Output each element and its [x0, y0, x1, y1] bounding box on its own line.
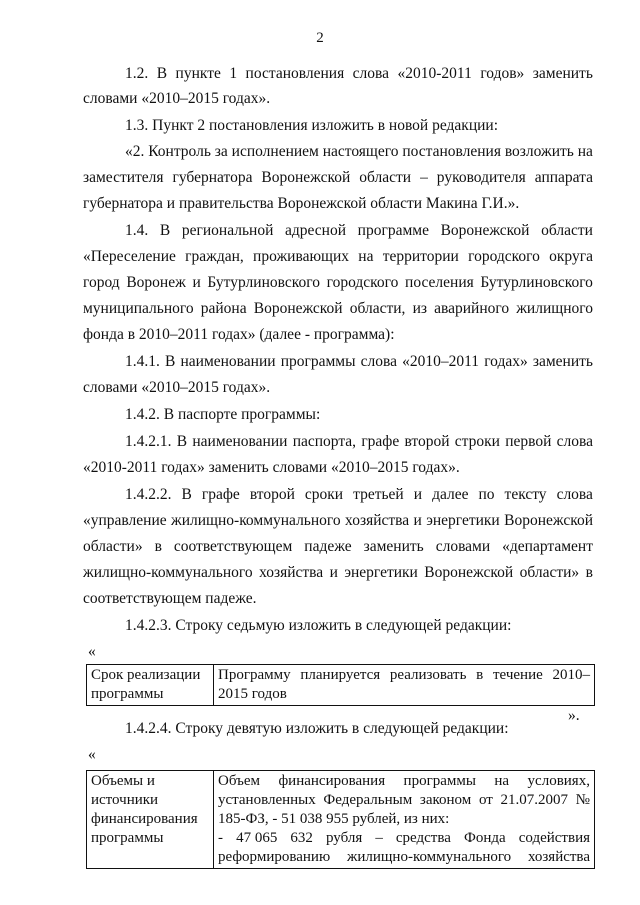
word: падеже — [304, 538, 352, 555]
word: муниципального — [83, 300, 194, 317]
word: энергетики — [426, 512, 500, 529]
word: 1.4.1. — [125, 353, 160, 370]
word: программы — [280, 353, 356, 370]
word: 47 065 — [236, 830, 278, 846]
table-cell-text: программы — [91, 686, 164, 702]
word: «2. — [125, 143, 145, 160]
paragraph-1-2-line-2: словами «2010–2015 годах». — [83, 90, 271, 107]
word: заменить — [532, 65, 593, 82]
word: области — [359, 169, 412, 186]
table-funding — [86, 770, 595, 869]
word: графе — [201, 486, 240, 503]
word: № — [575, 792, 590, 808]
word: в — [154, 538, 162, 555]
word: постановления — [245, 65, 345, 82]
table-cell-line — [218, 829, 590, 848]
word: области» — [83, 538, 143, 555]
word: годах» — [484, 353, 528, 370]
word: 1.2. — [125, 65, 149, 82]
word: исполнением — [231, 143, 319, 160]
word: законом — [419, 792, 472, 808]
table-cell-text: программы — [91, 830, 164, 846]
table-cell-text: Объемы и — [91, 773, 155, 789]
word: и — [413, 512, 422, 529]
word: Воронеж — [126, 274, 186, 291]
paragraph-2-line-1 — [125, 143, 593, 161]
word: руководителя — [436, 169, 526, 186]
word: Воронежской — [440, 222, 530, 239]
word: возложить — [504, 143, 574, 160]
word: содействия — [518, 830, 590, 846]
word: региональной — [181, 222, 274, 239]
word: условиях, — [527, 773, 590, 789]
word: аварийного — [434, 300, 510, 317]
word: губернатора — [172, 169, 253, 186]
word: пункте — [175, 65, 221, 82]
table-cell-text: Срок реализации — [91, 667, 201, 683]
word: Фонда — [463, 830, 506, 846]
word: тексту — [504, 486, 547, 503]
paragraph-2-line-3: губернатора и правительства Воронежской области Макина Г.И.». — [83, 195, 520, 212]
word: заменить — [532, 353, 593, 370]
word: Федеральным — [323, 792, 413, 808]
word: – — [420, 169, 428, 186]
word: жилищно-коммунального — [83, 564, 253, 581]
word: жилищного — [516, 300, 593, 317]
word: заместителя — [83, 169, 164, 186]
word: второй — [404, 433, 450, 450]
word: финансирования — [278, 773, 386, 789]
word: графе — [361, 433, 400, 450]
word: на — [577, 143, 593, 160]
word: Объем — [218, 773, 260, 789]
word: «2010–2011 — [402, 353, 480, 370]
table-row — [87, 665, 595, 706]
word: на — [494, 773, 510, 789]
table-cell-line — [218, 772, 590, 791]
word: от — [478, 792, 493, 808]
paragraph-1-4-2-1-line-2: «2010-2011 годах» заменить словами «2010–2015 годах». — [83, 459, 460, 476]
word: В — [181, 486, 192, 503]
word: и — [192, 274, 201, 291]
word: далее — [432, 486, 469, 503]
word: программе — [357, 222, 429, 239]
word: 21.07.2007 — [500, 792, 568, 808]
word: хозяйства — [345, 512, 410, 529]
word: «2010-2011 — [397, 65, 472, 82]
word: третьей — [353, 486, 404, 503]
word: и — [413, 486, 423, 503]
closing-quote: ». — [568, 707, 580, 724]
word: город — [83, 274, 120, 291]
word: хозяйства — [259, 564, 324, 581]
word: Контроль — [148, 143, 211, 160]
word: годов» — [480, 65, 525, 82]
word: программы — [403, 773, 476, 789]
paragraph-1-4-line-2 — [83, 248, 593, 266]
word: за — [214, 143, 228, 160]
paragraph-2-line-2 — [83, 169, 593, 187]
word: постановления — [402, 143, 501, 160]
word: «департамент — [502, 538, 593, 555]
word: реализовать — [389, 667, 467, 683]
word: 1 — [229, 65, 238, 82]
paragraph-1-4-2-2-line-5: соответствующем падеже. — [83, 590, 257, 607]
word: Воронежской — [261, 169, 351, 186]
word: В — [159, 222, 171, 239]
paragraph-1-4-2-3: 1.4.2.3. Строку седьмую изложить в следующей редакции: — [125, 617, 512, 634]
word: граждан, — [185, 248, 244, 265]
word: области — [541, 222, 593, 239]
word: В — [165, 353, 176, 370]
word: в — [476, 667, 484, 683]
word: слова — [360, 353, 397, 370]
word: 1.4.2.1. — [125, 433, 172, 450]
paragraph-1-4-2: 1.4.2. В паспорте программы: — [125, 406, 321, 423]
word: планируется — [300, 667, 381, 683]
word: области, — [349, 300, 406, 317]
word: сроки — [304, 486, 344, 503]
table-cell-value — [214, 665, 595, 706]
page-number: 2 — [316, 30, 324, 46]
word: Бутурлиновского — [480, 274, 593, 291]
word: наименовании — [192, 433, 288, 450]
table-cell-line — [218, 791, 590, 810]
word: паспорта, — [292, 433, 357, 450]
word: «управление — [83, 512, 167, 529]
word: городского — [468, 248, 540, 265]
word: – — [375, 830, 383, 846]
word: Программу — [218, 667, 291, 683]
table-cell-value — [214, 771, 595, 869]
word: поселения — [405, 274, 474, 291]
word: словами — [435, 538, 491, 555]
paragraph-1-4-line-3 — [83, 274, 593, 292]
word: слова — [556, 433, 593, 450]
word: округа — [549, 248, 593, 265]
word: территории — [382, 248, 459, 265]
opening-quote-2: « — [88, 746, 96, 763]
paragraph-1-4-line-1 — [125, 222, 593, 240]
word: района — [200, 300, 247, 317]
word: соответствующем — [173, 538, 293, 555]
word: наименовании — [180, 353, 276, 370]
word: настоящего — [322, 143, 399, 160]
word: строки — [454, 433, 500, 450]
table-implementation-period — [86, 664, 595, 706]
word: - — [218, 830, 223, 846]
word: 632 — [290, 830, 313, 846]
word: на — [358, 248, 374, 265]
table-cell-label — [87, 665, 214, 706]
word: В — [156, 65, 168, 82]
word: рубля — [325, 830, 363, 846]
word: проживающих — [253, 248, 350, 265]
paragraph-1-4-line-4 — [83, 300, 593, 318]
paragraph-1-4-1-line-1 — [125, 353, 593, 371]
word: Воронежской — [253, 300, 343, 317]
opening-quote-1: « — [88, 643, 96, 660]
word: энергетики — [344, 564, 418, 581]
word: второй — [249, 486, 295, 503]
word: 1.4.2.2. — [125, 486, 172, 503]
word: Воронежской — [504, 512, 593, 529]
table-cell-text: источники — [91, 792, 159, 808]
table-cell-text: 2015 годов — [218, 686, 287, 702]
word: и — [329, 564, 338, 581]
word: городского — [326, 274, 399, 291]
word: реформированию — [218, 849, 331, 865]
word: хозяйства — [527, 849, 590, 865]
word: слова — [556, 486, 593, 503]
paragraph-1-4-2-2-line-3 — [83, 538, 593, 556]
word: области» — [519, 564, 580, 581]
word: В — [176, 433, 188, 450]
paragraph-1-4-2-2-line-2 — [83, 512, 593, 530]
table-cell-text: 185-ФЗ, - 51 038 955 рублей, из них: — [218, 811, 450, 827]
word: Бутурлиновского — [207, 274, 320, 291]
word: слова — [352, 65, 390, 82]
table-cell-text: финансирования — [91, 811, 198, 827]
table-cell-line — [218, 666, 590, 685]
word: Воронежской — [424, 564, 514, 581]
paragraph-1-3: 1.3. Пункт 2 постановления изложить в новой редакции: — [125, 117, 499, 134]
paragraph-1-2-line-1 — [125, 65, 593, 83]
word: течение — [493, 667, 543, 683]
word: средства — [395, 830, 451, 846]
word: аппарата — [534, 169, 593, 186]
word: в — [585, 564, 593, 581]
paragraph-1-4-2-1-line-1 — [125, 433, 593, 451]
paragraph-1-4-2-2-line-1 — [125, 486, 593, 504]
word: 1.4. — [125, 222, 149, 239]
word: «Переселение — [83, 248, 176, 265]
word: 2010– — [552, 667, 590, 683]
word: из — [412, 300, 427, 317]
paragraph-1-4-1-line-2: словами «2010–2015 годах». — [83, 379, 271, 396]
paragraph-1-4-line-5: фонда в 2010–2011 годах» (далее - программа): — [83, 326, 395, 343]
paragraph-1-4-2-4: 1.4.2.4. Строку девятую изложить в следующей редакции: — [125, 720, 509, 737]
word: жилищно-коммунального — [171, 512, 341, 529]
word: заменить — [363, 538, 424, 555]
paragraph-1-4-2-2-line-4 — [83, 564, 593, 582]
table-row — [87, 771, 595, 869]
word: первой — [505, 433, 552, 450]
word: жилищно-коммунального — [346, 849, 512, 865]
table-cell-label — [87, 771, 214, 869]
word: адресной — [285, 222, 347, 239]
word: по — [478, 486, 495, 503]
table-cell-line — [218, 848, 590, 867]
word: установленных — [218, 792, 316, 808]
